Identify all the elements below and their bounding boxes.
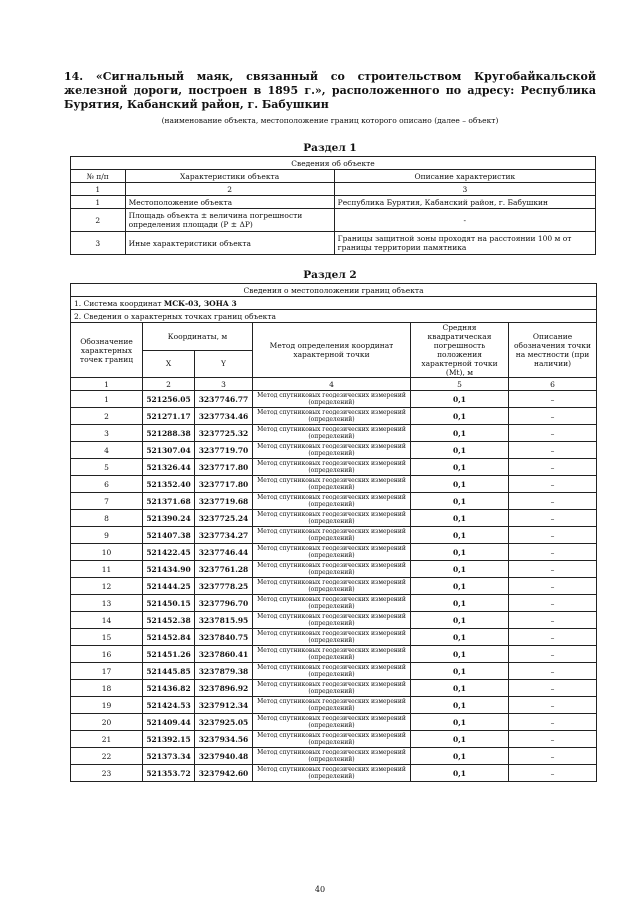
point-x: 521373.34 — [143, 748, 195, 765]
point-y: 3237934.56 — [195, 731, 253, 748]
point-accuracy: 0,1 — [411, 748, 509, 765]
point-method: Метод спутниковых геодезических измерений (определений) — [253, 561, 411, 578]
table-row — [71, 527, 597, 544]
point-description: – — [509, 459, 597, 476]
point-y: 3237815.95 — [195, 612, 253, 629]
table-row — [71, 697, 597, 714]
point-number: 5 — [71, 459, 143, 476]
point-method: Метод спутниковых геодезических измерений (определений) — [253, 646, 411, 663]
point-method: Метод спутниковых геодезических измерений (определений) — [253, 748, 411, 765]
table-row — [71, 765, 597, 782]
point-number: 3 — [71, 425, 143, 442]
table-row — [71, 748, 597, 765]
col-header-x: X — [143, 350, 195, 378]
point-x: 521436.82 — [143, 680, 195, 697]
point-number: 9 — [71, 527, 143, 544]
point-method: Метод спутниковых геодезических измерений (определений) — [253, 493, 411, 510]
col-header-description: Описание характеристик — [334, 170, 595, 183]
point-y: 3237879.38 — [195, 663, 253, 680]
row-number: 3 — [71, 232, 126, 255]
table-row — [71, 731, 597, 748]
point-method: Метод спутниковых геодезических измерений (определений) — [253, 714, 411, 731]
point-accuracy: 0,1 — [411, 578, 509, 595]
object-info-table-title: Сведения об объекте — [71, 157, 596, 170]
point-y: 3237734.46 — [195, 408, 253, 425]
point-number: 21 — [71, 731, 143, 748]
point-number: 17 — [71, 663, 143, 680]
point-description: – — [509, 595, 597, 612]
point-accuracy: 0,1 — [411, 731, 509, 748]
table-row — [71, 442, 597, 459]
table-row — [71, 544, 597, 561]
point-method: Метод спутниковых геодезических измерений (определений) — [253, 527, 411, 544]
col-header-description: Описание обозначения точки на местности (при наличии) — [509, 323, 597, 378]
table-row — [71, 629, 597, 646]
point-description: – — [509, 629, 597, 646]
point-x: 521444.25 — [143, 578, 195, 595]
index-cell: 3 — [195, 378, 253, 391]
point-accuracy: 0,1 — [411, 442, 509, 459]
index-cell: 2 — [143, 378, 195, 391]
point-y: 3237734.27 — [195, 527, 253, 544]
point-number: 8 — [71, 510, 143, 527]
table-row — [71, 391, 597, 408]
point-method: Метод спутниковых геодезических измерений (определений) — [253, 391, 411, 408]
point-accuracy: 0,1 — [411, 629, 509, 646]
point-method: Метод спутниковых геодезических измерений (определений) — [253, 578, 411, 595]
point-number: 2 — [71, 408, 143, 425]
point-y: 3237912.34 — [195, 697, 253, 714]
point-method: Метод спутниковых геодезических измерений (определений) — [253, 663, 411, 680]
point-y: 3237940.48 — [195, 748, 253, 765]
point-x: 521390.24 — [143, 510, 195, 527]
point-x: 521353.72 — [143, 765, 195, 782]
point-method: Метод спутниковых геодезических измерений (определений) — [253, 442, 411, 459]
object-heading: 14. «Сигнальный маяк, связанный со строительством Кругобайкальской железной дороги, построен в 1895 г.», расположенного по адресу: Республика Бурятия, Кабанский район, г. Бабушкин — [64, 70, 596, 111]
col-header-accuracy: Средняя квадратическая погрешность положения характерной точки (Mt), м — [411, 323, 509, 378]
table-row — [71, 595, 597, 612]
boundary-table-title: Сведения о местоположении границ объекта — [71, 284, 597, 297]
point-number: 19 — [71, 697, 143, 714]
point-number: 7 — [71, 493, 143, 510]
point-method: Метод спутниковых геодезических измерений (определений) — [253, 765, 411, 782]
point-y: 3237925.05 — [195, 714, 253, 731]
points-body — [71, 391, 597, 782]
point-accuracy: 0,1 — [411, 680, 509, 697]
point-description: – — [509, 391, 597, 408]
point-y: 3237761.28 — [195, 561, 253, 578]
point-description: – — [509, 544, 597, 561]
table-row — [71, 663, 597, 680]
table-row — [71, 459, 597, 476]
point-description: – — [509, 714, 597, 731]
row-number: 1 — [71, 196, 126, 209]
table-row — [71, 680, 597, 697]
table-row — [71, 646, 597, 663]
row-number: 2 — [71, 209, 126, 232]
point-number: 16 — [71, 646, 143, 663]
object-info-table — [70, 156, 596, 255]
point-description: – — [509, 578, 597, 595]
point-y: 3237896.92 — [195, 680, 253, 697]
point-description: – — [509, 731, 597, 748]
point-y: 3237778.25 — [195, 578, 253, 595]
point-method: Метод спутниковых геодезических измерений (определений) — [253, 697, 411, 714]
row-characteristic: Иные характеристики объекта — [125, 232, 334, 255]
point-y: 3237719.68 — [195, 493, 253, 510]
point-x: 521256.05 — [143, 391, 195, 408]
point-x: 521434.90 — [143, 561, 195, 578]
point-y: 3237796.70 — [195, 595, 253, 612]
point-method: Метод спутниковых геодезических измерений (определений) — [253, 544, 411, 561]
row-description: Республика Бурятия, Кабанский район, г. Бабушкин — [334, 196, 595, 209]
index-cell: 1 — [71, 183, 126, 196]
point-x: 521392.15 — [143, 731, 195, 748]
point-x: 521450.15 — [143, 595, 195, 612]
point-description: – — [509, 425, 597, 442]
index-cell: 3 — [334, 183, 595, 196]
point-y: 3237725.32 — [195, 425, 253, 442]
col-header-method: Метод определения координат характерной точки — [253, 323, 411, 378]
point-number: 20 — [71, 714, 143, 731]
point-number: 10 — [71, 544, 143, 561]
point-y: 3237719.70 — [195, 442, 253, 459]
point-accuracy: 0,1 — [411, 493, 509, 510]
table-row — [71, 476, 597, 493]
point-description: – — [509, 493, 597, 510]
section1-title: Раздел 1 — [303, 142, 357, 154]
point-x: 521271.17 — [143, 408, 195, 425]
row-characteristic: Площадь объекта ± величина погрешности определения площади (P ± ΔP) — [125, 209, 334, 232]
point-accuracy: 0,1 — [411, 527, 509, 544]
row-characteristic: Местоположение объекта — [125, 196, 334, 209]
point-x: 521371.68 — [143, 493, 195, 510]
row-description: Границы защитной зоны проходят на расстоянии 100 м от границы территории памятника — [334, 232, 595, 255]
point-accuracy: 0,1 — [411, 612, 509, 629]
coordinate-system — [71, 297, 597, 310]
point-y: 3237746.77 — [195, 391, 253, 408]
point-description: – — [509, 697, 597, 714]
point-accuracy: 0,1 — [411, 544, 509, 561]
table-row — [71, 612, 597, 629]
table-row — [71, 408, 597, 425]
point-y: 3237717.80 — [195, 459, 253, 476]
points-section-label: 2. Сведения о характерных точках границ объекта — [71, 310, 597, 323]
point-number: 22 — [71, 748, 143, 765]
coordinate-system-label: 1. Система координат — [74, 298, 164, 308]
index-cell: 6 — [509, 378, 597, 391]
point-y: 3237840.75 — [195, 629, 253, 646]
point-accuracy: 0,1 — [411, 561, 509, 578]
point-method: Метод спутниковых геодезических измерений (определений) — [253, 425, 411, 442]
coordinate-system-value: МСК-03, ЗОНА 3 — [163, 298, 237, 308]
point-number: 12 — [71, 578, 143, 595]
col-header-y: Y — [195, 350, 253, 378]
point-accuracy: 0,1 — [411, 697, 509, 714]
col-header-coords: Координаты, м — [143, 323, 253, 351]
col-header-number: № п/п — [71, 170, 126, 183]
point-x: 521307.04 — [143, 442, 195, 459]
col-header-point: Обозначение характерных точек границ — [71, 323, 143, 378]
point-method: Метод спутниковых геодезических измерений (определений) — [253, 510, 411, 527]
point-x: 521445.85 — [143, 663, 195, 680]
point-number: 1 — [71, 391, 143, 408]
point-method: Метод спутниковых геодезических измерений (определений) — [253, 680, 411, 697]
point-x: 521409.44 — [143, 714, 195, 731]
col-header-characteristic: Характеристики объекта — [125, 170, 334, 183]
point-accuracy: 0,1 — [411, 646, 509, 663]
point-accuracy: 0,1 — [411, 765, 509, 782]
point-x: 521451.26 — [143, 646, 195, 663]
index-cell: 2 — [125, 183, 334, 196]
point-x: 521326.44 — [143, 459, 195, 476]
point-x: 521288.38 — [143, 425, 195, 442]
point-description: – — [509, 748, 597, 765]
point-method: Метод спутниковых геодезических измерений (определений) — [253, 612, 411, 629]
row-description: - — [334, 209, 595, 232]
point-description: – — [509, 612, 597, 629]
point-description: – — [509, 680, 597, 697]
point-accuracy: 0,1 — [411, 408, 509, 425]
point-description: – — [509, 646, 597, 663]
point-y: 3237725.24 — [195, 510, 253, 527]
point-description: – — [509, 663, 597, 680]
point-description: – — [509, 765, 597, 782]
index-cell: 5 — [411, 378, 509, 391]
table-row — [71, 425, 597, 442]
point-accuracy: 0,1 — [411, 391, 509, 408]
table-row — [71, 578, 597, 595]
point-accuracy: 0,1 — [411, 476, 509, 493]
section2-title: Раздел 2 — [303, 269, 357, 281]
point-x: 521422.45 — [143, 544, 195, 561]
point-accuracy: 0,1 — [411, 595, 509, 612]
point-number: 13 — [71, 595, 143, 612]
point-x: 521407.38 — [143, 527, 195, 544]
point-description: – — [509, 408, 597, 425]
point-accuracy: 0,1 — [411, 663, 509, 680]
point-accuracy: 0,1 — [411, 714, 509, 731]
point-method: Метод спутниковых геодезических измерений (определений) — [253, 476, 411, 493]
point-accuracy: 0,1 — [411, 510, 509, 527]
index-cell: 1 — [71, 378, 143, 391]
point-method: Метод спутниковых геодезических измерений (определений) — [253, 408, 411, 425]
point-accuracy: 0,1 — [411, 459, 509, 476]
point-number: 23 — [71, 765, 143, 782]
point-number: 6 — [71, 476, 143, 493]
point-number: 18 — [71, 680, 143, 697]
point-y: 3237717.80 — [195, 476, 253, 493]
point-method: Метод спутниковых геодезических измерений (определений) — [253, 731, 411, 748]
point-description: – — [509, 527, 597, 544]
point-method: Метод спутниковых геодезических измерений (определений) — [253, 629, 411, 646]
point-number: 11 — [71, 561, 143, 578]
point-x: 521424.53 — [143, 697, 195, 714]
object-subnote: (наименование объекта, местоположение границ которого описано (далее – объект) — [161, 116, 499, 125]
page-number: 40 — [314, 885, 326, 894]
index-cell: 4 — [253, 378, 411, 391]
table-row — [71, 714, 597, 731]
point-description: – — [509, 476, 597, 493]
table-row — [71, 493, 597, 510]
point-description: – — [509, 561, 597, 578]
point-y: 3237942.60 — [195, 765, 253, 782]
point-method: Метод спутниковых геодезических измерений (определений) — [253, 595, 411, 612]
point-x: 521352.40 — [143, 476, 195, 493]
point-y: 3237860.41 — [195, 646, 253, 663]
point-method: Метод спутниковых геодезических измерений (определений) — [253, 459, 411, 476]
table-row — [71, 561, 597, 578]
point-x: 521452.38 — [143, 612, 195, 629]
point-y: 3237746.44 — [195, 544, 253, 561]
point-description: – — [509, 442, 597, 459]
point-number: 15 — [71, 629, 143, 646]
point-x: 521452.84 — [143, 629, 195, 646]
table-row — [71, 510, 597, 527]
point-number: 4 — [71, 442, 143, 459]
point-description: – — [509, 510, 597, 527]
boundary-points-table — [70, 283, 597, 782]
point-number: 14 — [71, 612, 143, 629]
point-accuracy: 0,1 — [411, 425, 509, 442]
